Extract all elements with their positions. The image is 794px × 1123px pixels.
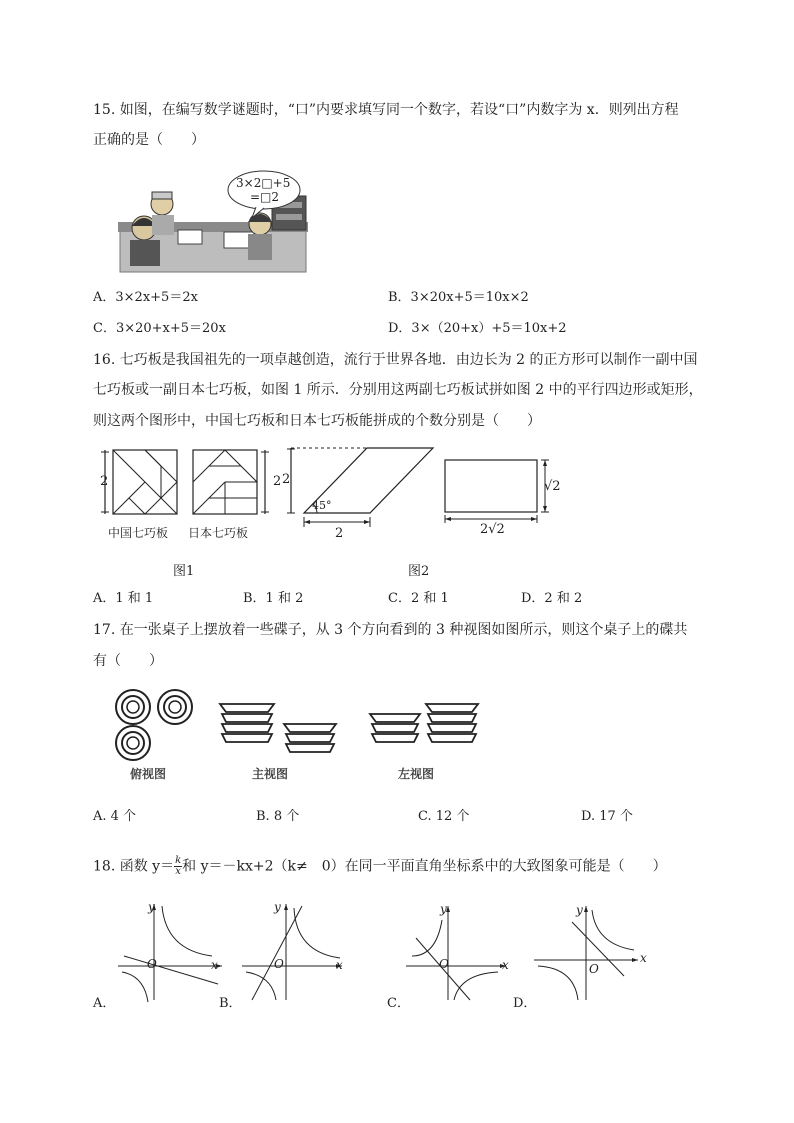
chinese-tangram-figure	[98, 448, 188, 518]
q16-line2: 七巧板或一副日本七巧板，如图 1 所示．分别用这两副七巧板试拼如图 2 中的平行四边形或矩形，	[93, 382, 703, 398]
parallelogram-height-label: 2	[282, 472, 291, 487]
graph-c-x-label: x	[502, 958, 509, 972]
q15-option-d[interactable]: D．3×（20+x）+5＝10x+2	[388, 321, 567, 336]
bubble-equation-top: 3×2□+5	[236, 176, 291, 190]
parallelogram-base-label: 2	[335, 526, 344, 541]
q17-option-a[interactable]: A. 4 个	[93, 809, 137, 824]
left-view-figure	[368, 700, 488, 755]
graph-c-y-label: y	[440, 902, 447, 916]
q15-option-c[interactable]: C．3×20+x+5＝20x	[93, 321, 226, 336]
graph-b-y-label: y	[274, 900, 281, 914]
q18-prefix: 18. 函数 y＝	[93, 858, 175, 875]
figure2-caption: 图2	[408, 564, 430, 579]
q18-option-b[interactable]: B．	[219, 996, 242, 1011]
q17-option-d[interactable]: D. 17 个	[581, 809, 633, 824]
graph-a	[118, 900, 228, 1005]
graph-d	[534, 900, 644, 1005]
plate-circle	[158, 690, 192, 724]
graph-a-x-label: x	[211, 958, 218, 972]
q16-option-d[interactable]: D．2 和 2	[521, 591, 583, 606]
graph-d-y-label: y	[576, 903, 583, 917]
q15-line2: 正确的是（ ）	[93, 132, 205, 148]
tangram-side-label-right: 2	[273, 474, 282, 489]
q17-option-c[interactable]: C. 12 个	[418, 809, 470, 824]
graph-a-y-label: y	[148, 900, 155, 914]
graph-d-origin-label: O	[589, 962, 599, 976]
q16-option-c[interactable]: C．2 和 1	[388, 591, 449, 606]
top-view-label: 俯视图	[130, 767, 167, 781]
q15-option-b[interactable]: B．3×20x+5＝10x×2	[388, 290, 529, 305]
front-view-figure	[218, 700, 348, 755]
q18-option-a[interactable]: A．	[93, 996, 116, 1011]
q16-line3: 则这两个图形中，中国七巧板和日本七巧板能拼成的个数分别是（ ）	[93, 413, 541, 429]
tangram-side-label-left: 2	[100, 474, 109, 489]
rectangle-width-label: 2√2	[480, 522, 505, 537]
japanese-tangram-label: 日本七巧板	[188, 526, 249, 540]
japanese-tangram-figure	[190, 448, 280, 518]
front-view-label: 主视图	[252, 767, 289, 781]
q15-line1: 15. 如图，在编写数学谜题时，“口”内要求填写同一个数字，若设“口”内数字为 x．则列出方程	[93, 102, 679, 118]
q18-suffix: 和 y＝－kx+2（k≠ 0）在同一平面直角坐标系中的大致图象可能是（ ）	[182, 858, 667, 875]
q18-option-d[interactable]: D．	[513, 996, 537, 1011]
q18-option-c[interactable]: C．	[387, 996, 410, 1011]
plate-circle	[116, 726, 150, 760]
graph-b-origin-label: O	[274, 957, 284, 971]
q17-option-b[interactable]: B. 8 个	[256, 809, 300, 824]
plate-circle	[116, 690, 150, 724]
graph-c-origin-label: O	[439, 957, 449, 971]
rectangle-height-label: √2	[544, 479, 561, 494]
fraction-k-over-x: $\frac{k}{x}$	[175, 855, 182, 877]
q15-option-a[interactable]: A．3×2x+5＝2x	[93, 290, 198, 305]
graph-d-x-label: x	[640, 951, 647, 965]
bubble-equation-bottom: =□2	[250, 190, 280, 204]
angle-45-label: 45°	[312, 499, 332, 512]
q17-line1: 17. 在一张桌子上摆放着一些碟子，从 3 个方向看到的 3 种视图如图所示，则这个桌子上的碟共	[93, 622, 688, 638]
q16-line1: 16. 七巧板是我国祖先的一项卓越创造，流行于世界各地．由边长为 2 的正方形可以制作一副中国	[93, 352, 698, 368]
q16-option-a[interactable]: A．1 和 1	[93, 591, 154, 606]
graph-b-x-label: x	[336, 958, 343, 972]
chinese-tangram-label: 中国七巧板	[108, 526, 169, 540]
parallelogram-figure	[283, 445, 443, 540]
q17-line2: 有（ ）	[93, 653, 163, 669]
graph-c	[406, 900, 516, 1005]
q18-stem	[93, 856, 667, 877]
q16-option-b[interactable]: B．1 和 2	[243, 591, 304, 606]
figure1-caption: 图1	[173, 564, 195, 579]
top-view-figure	[112, 688, 202, 763]
graph-a-origin-label: O	[147, 957, 157, 971]
graph-b	[242, 900, 352, 1005]
left-view-label: 左视图	[398, 767, 435, 781]
